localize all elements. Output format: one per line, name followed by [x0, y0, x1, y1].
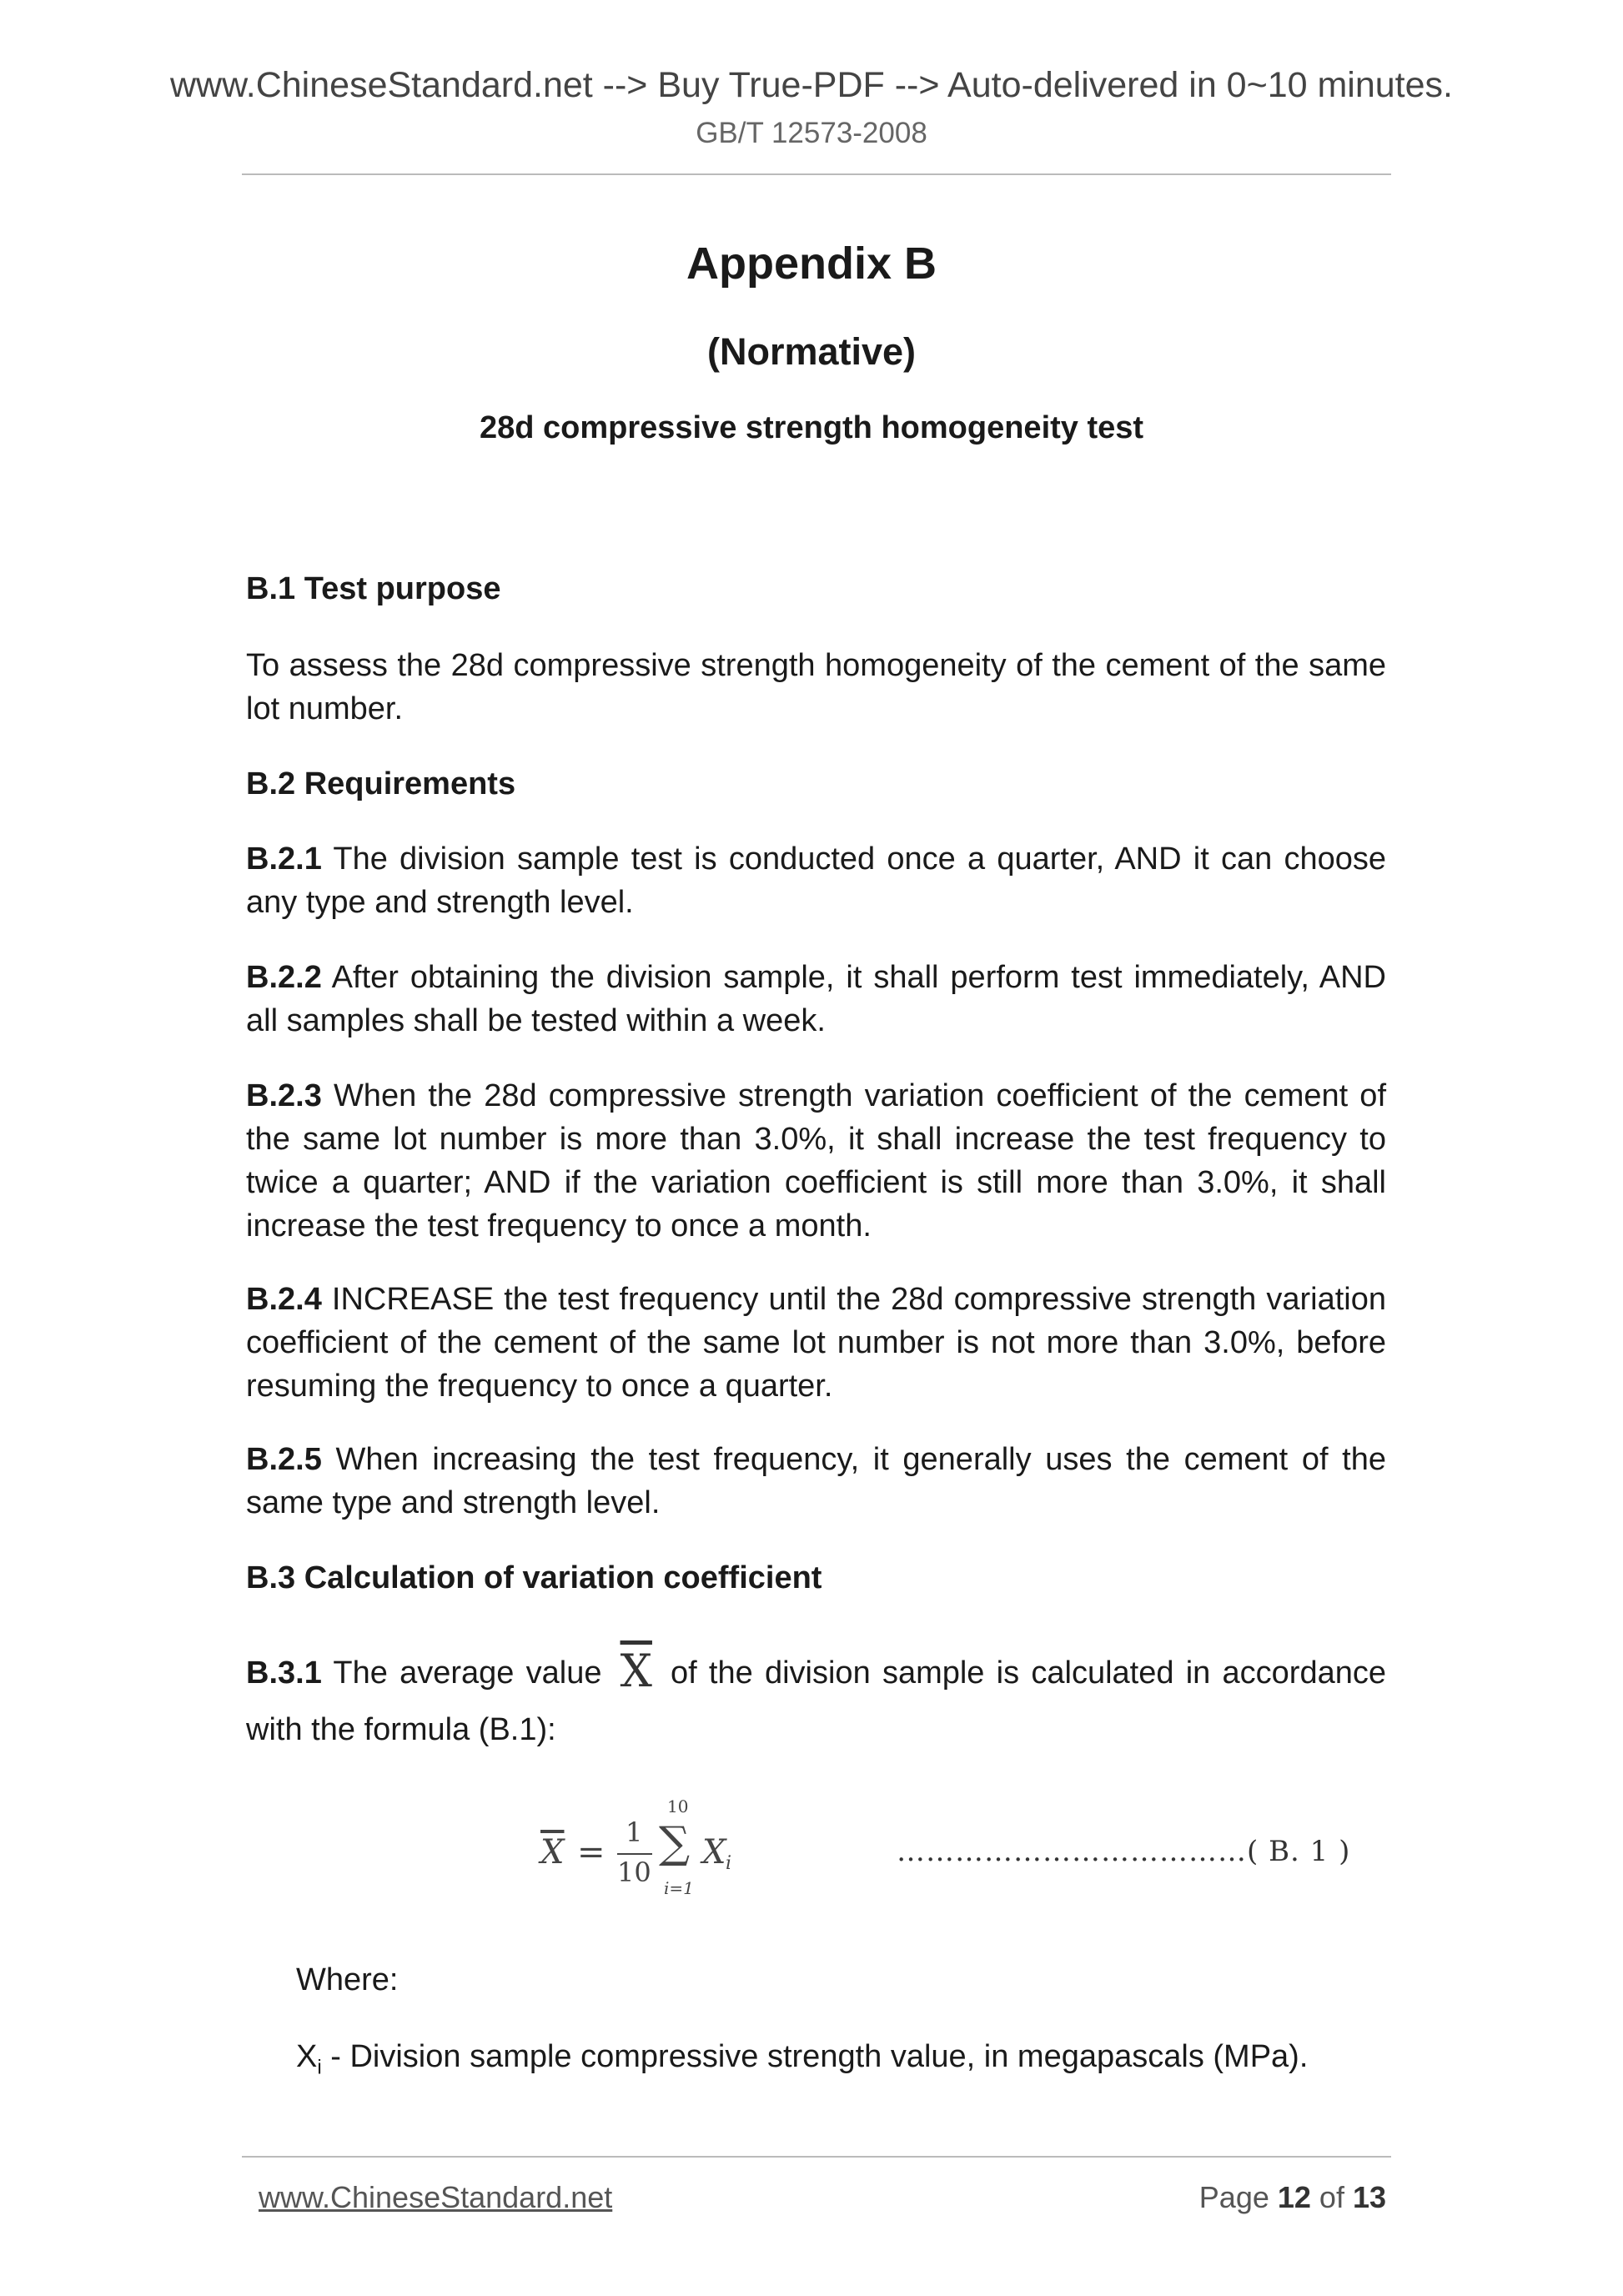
sigma-symbol: ∑: [659, 1818, 691, 1868]
formula-lhs: $\overline{X}$: [540, 1833, 565, 1871]
formula-equals: =: [577, 1833, 605, 1871]
clause-text-before: The average value: [321, 1655, 602, 1691]
site-banner: www.ChineseStandard.net --> Buy True-PDF --> Auto-delivered in 0~10 minutes.: [169, 65, 1453, 105]
clause-number: B.2.1: [246, 842, 322, 877]
section-b2-heading: B.2 Requirements: [246, 766, 516, 801]
appendix-subtitle: (Normative): [706, 330, 917, 373]
formula-reference: [897, 1835, 1350, 1868]
clause-text: After obtaining the division sample, it shall perform test immediately, AND all samples shall be tested within a week.: [246, 960, 1386, 1038]
standard-code: GB/T 12573-2008: [696, 117, 927, 149]
header-divider: [242, 173, 1391, 175]
clause-number: B.3.1: [246, 1655, 322, 1691]
clause-text: When increasing the test frequency, it generally uses the cement of the same type and strength level.: [246, 1442, 1386, 1520]
clause-b2-3: [246, 1074, 1386, 1248]
where-label: Where:: [296, 1962, 399, 1997]
variable-subscript: i: [317, 2056, 322, 2079]
clause-number: B.2.2: [246, 960, 322, 995]
sum-lower-limit: i=1: [664, 1878, 694, 1898]
formula-term: X: [702, 1833, 726, 1871]
clause-number: B.2.3: [246, 1078, 322, 1113]
sum-upper-limit: 10: [667, 1796, 689, 1816]
clause-b2-5: [246, 1438, 1386, 1525]
appendix-caption: 28d compressive strength homogeneity test: [479, 410, 1144, 445]
appendix-title: Appendix B: [686, 239, 937, 289]
clause-number: B.2.5: [246, 1442, 322, 1477]
clause-b2-1: [246, 837, 1386, 924]
clause-text: When the 28d compressive strength variation coefficient of the cement of the same lot number is more than 3.0%, it shall increase the test frequency to twice a quarter; AND if the variation coefficient is still more than 3.0%, it shall increase the test frequency to once a month.: [246, 1078, 1386, 1243]
formula-numerator: 1: [626, 1816, 643, 1848]
section-b1-heading: B.1 Test purpose: [246, 571, 501, 606]
section-b1-text: To assess the 28d compressive strength homogeneity of the cement of the same lot number.: [246, 648, 1386, 726]
clause-text: INCREASE the test frequency until the 28d compressive strength variation coefficient of the cement of the same lot number is not more than 3.0%, before resuming the frequency to once a quarter.: [246, 1282, 1386, 1404]
clause-text: The division sample test is conducted once a quarter, AND it can choose any type and strength level.: [246, 842, 1386, 920]
page-indicator: [1199, 2180, 1386, 2215]
where-definition: [296, 2035, 1380, 2090]
fraction-bar: [617, 1853, 652, 1855]
page-mid: of: [1310, 2180, 1353, 2214]
mean-symbol: $\overline{X}$: [620, 1645, 652, 1697]
variable-description: - Division sample compressive strength value, in megapascals (MPa).: [321, 2039, 1309, 2074]
page-prefix: Page: [1198, 2180, 1278, 2214]
formula-denominator: 10: [617, 1856, 651, 1888]
clause-text-after: of the division sample is calculated in accordance with the formula (B.1):: [246, 1655, 1386, 1747]
page-current: 12: [1277, 2180, 1311, 2214]
clause-number: B.2.4: [246, 1282, 322, 1317]
variable-symbol: X: [296, 2039, 318, 2074]
footer-site-link[interactable]: www.ChineseStandard.net: [259, 2180, 613, 2214]
dot-leader: ………………………………: [897, 1835, 1247, 1868]
page-total: 13: [1352, 2180, 1386, 2214]
footer-divider: [242, 2156, 1391, 2158]
clause-b2-2: [246, 956, 1386, 1042]
section-b3-heading: B.3 Calculation of variation coefficient: [246, 1560, 822, 1595]
clause-b2-4: [246, 1278, 1386, 1408]
clause-b3-1: [246, 1643, 1386, 1758]
formula-term-subscript: i: [726, 1853, 732, 1874]
equation-number: ( B. 1 ): [1247, 1835, 1351, 1868]
